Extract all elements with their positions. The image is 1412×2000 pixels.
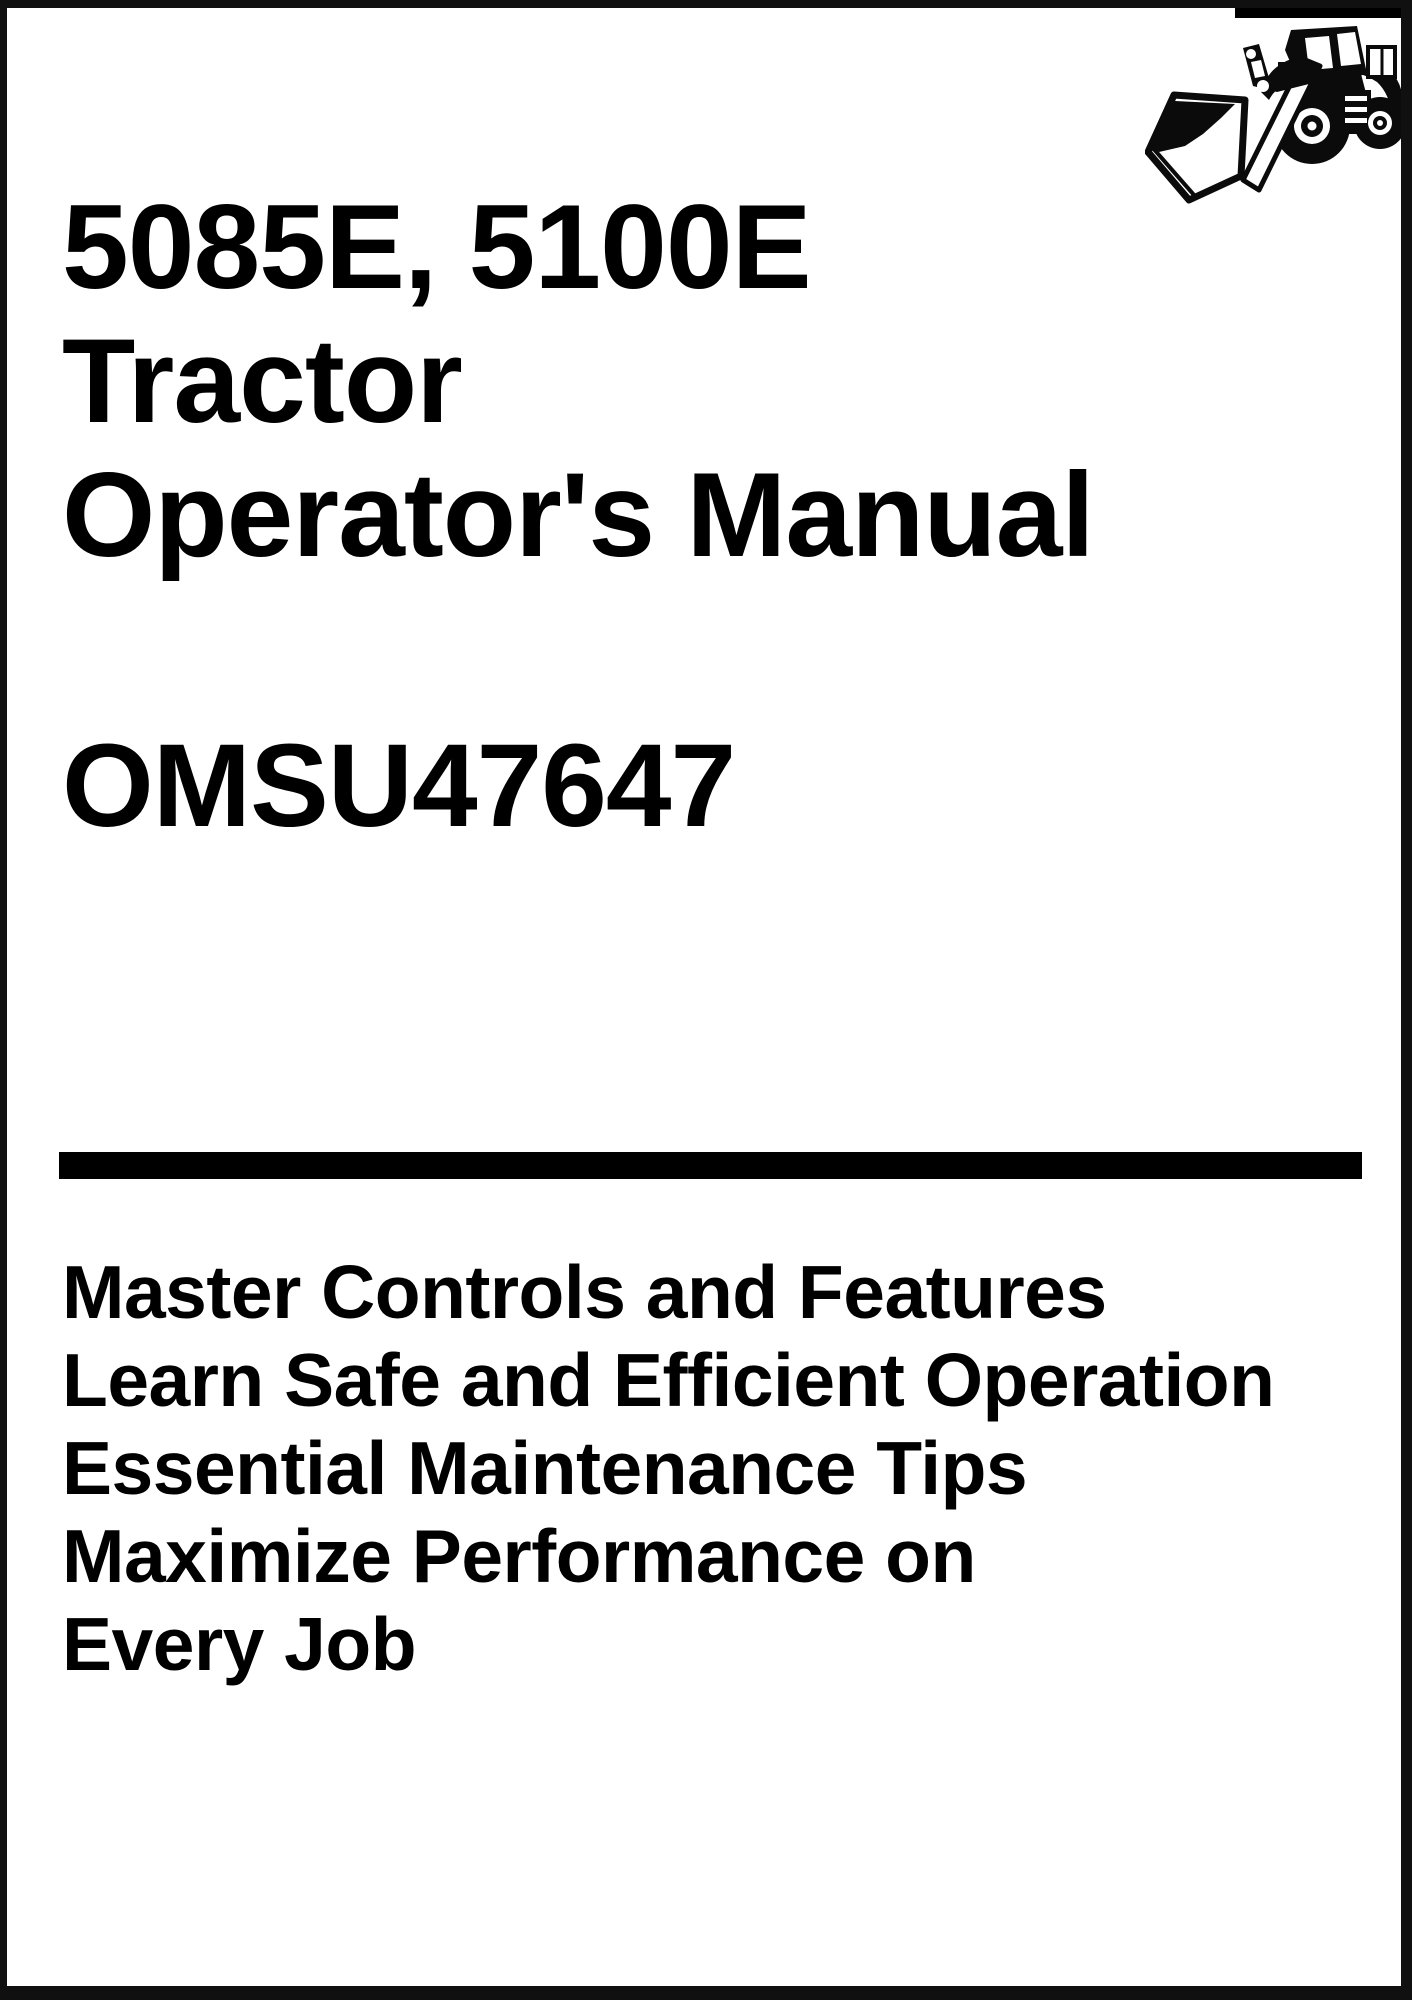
feature-line: Learn Safe and Efficient Operation: [62, 1338, 1275, 1422]
title-line: Operator's Manual: [62, 448, 1094, 582]
feature-line: Master Controls and Features: [62, 1250, 1107, 1334]
top-right-border-strip: [1235, 2, 1405, 18]
title-line: Tractor: [62, 314, 462, 448]
manual-code: OMSU47647: [62, 720, 736, 852]
divider-rule: [59, 1152, 1362, 1179]
wheel-loader-icon: [1145, 22, 1403, 214]
feature-line: Essential Maintenance Tips: [62, 1426, 1028, 1510]
feature-line: Maximize Performance on: [62, 1514, 976, 1598]
feature-line: Every Job: [62, 1602, 417, 1686]
features-block: [62, 1248, 1274, 1688]
title-block: [62, 180, 1094, 582]
title-line: 5085E, 5100E: [62, 180, 811, 314]
